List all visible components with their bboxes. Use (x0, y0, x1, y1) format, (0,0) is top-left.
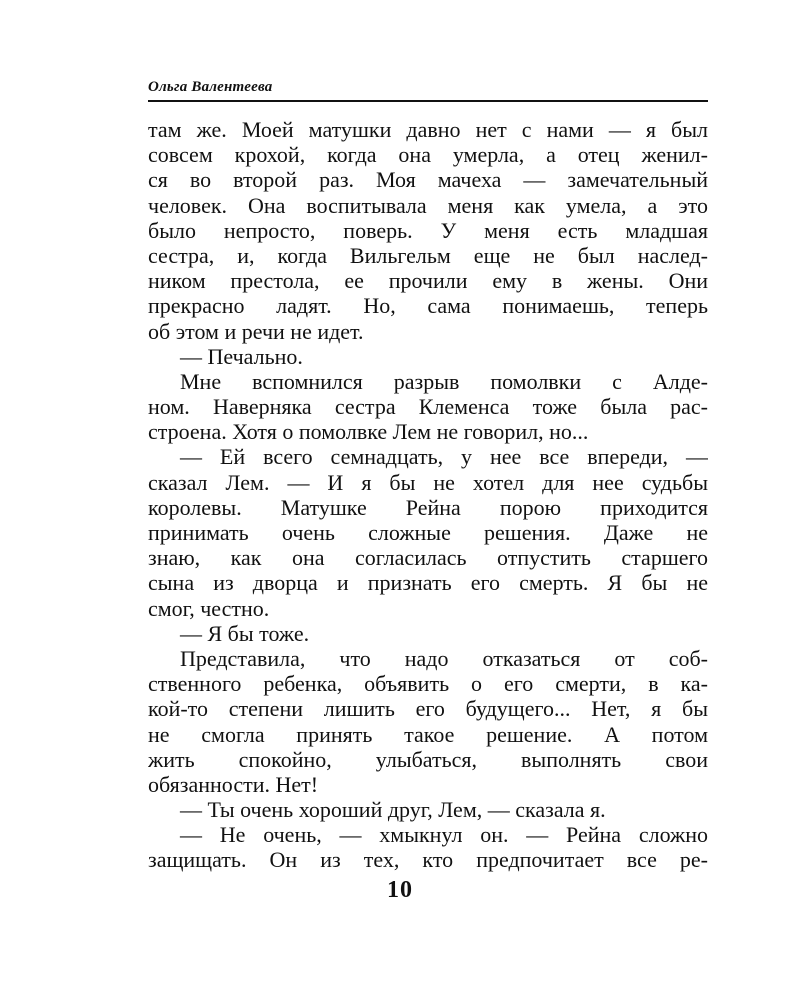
text-line: прекрасно ладят. Но, сама понимаешь, теперь (148, 293, 708, 319)
text-line: — Я бы тоже. (180, 620, 310, 646)
text-line: строена. Хотя о помолвке Лем не говорил, но... (148, 419, 589, 445)
text-line: ном. Наверняка сестра Клеменса тоже была рас- (148, 394, 708, 420)
text-line: смог, честно. (148, 595, 270, 621)
text-line: там же. Моей матушки давно нет с нами — я был (148, 117, 708, 142)
text-line: — Ей всего семнадцать, у нее все впереди, — (180, 444, 708, 470)
text-line: ственного ребенка, объявить о его смерти, в ка- (148, 671, 708, 697)
text-line: жить спокойно, улыбаться, выполнять свои (148, 746, 708, 772)
text-line: королевы. Матушке Рейна порою приходится (148, 494, 708, 520)
text-line: Представила, что надо отказаться от соб- (180, 645, 708, 671)
text-line: — Не очень, — хмыкнул он. — Рейна сложно (180, 822, 708, 848)
page-number: 10 (387, 877, 413, 903)
text-line: человек. Она воспитывала меня как умела, а это (148, 192, 708, 218)
text-line: об этом и речи не идет. (148, 318, 364, 344)
text-line: кой-то степени лишить его будущего... Нет, я бы (148, 696, 708, 722)
text-line: ником престола, ее прочили ему в жены. Они (148, 268, 708, 294)
text-line: — Ты очень хороший друг, Лем, — сказала я. (180, 797, 606, 823)
text-line: защищать. Он из тех, кто предпочитает все ре- (148, 847, 708, 873)
text-line: сказал Лем. — И я бы не хотел для нее судьбы (148, 469, 708, 495)
text-line: Мне вспомнился разрыв помолвки с Алде- (180, 368, 708, 394)
text-line: сына из дворца и признать его смерть. Я бы не (148, 570, 708, 596)
text-line: обязанности. Нет! (148, 771, 319, 797)
text-line: ся во второй раз. Моя мачеха — замечательный (148, 167, 708, 193)
text-line: было непросто, поверь. У меня есть младшая (148, 217, 708, 243)
author-name: Ольга Валентеева (148, 79, 273, 95)
text-line: сестра, и, когда Вильгельм еще не был наслед- (148, 242, 708, 268)
body-text (148, 117, 708, 873)
text-line: — Печально. (180, 343, 303, 369)
text-line: знаю, как она согласилась отпустить старшего (148, 545, 708, 571)
text-line: не смогла принять такое решение. А потом (148, 721, 708, 747)
running-head (148, 76, 708, 102)
text-line: принимать очень сложные решения. Даже не (148, 520, 708, 545)
text-line: совсем крохой, когда она умерла, а отец женил- (148, 142, 708, 168)
